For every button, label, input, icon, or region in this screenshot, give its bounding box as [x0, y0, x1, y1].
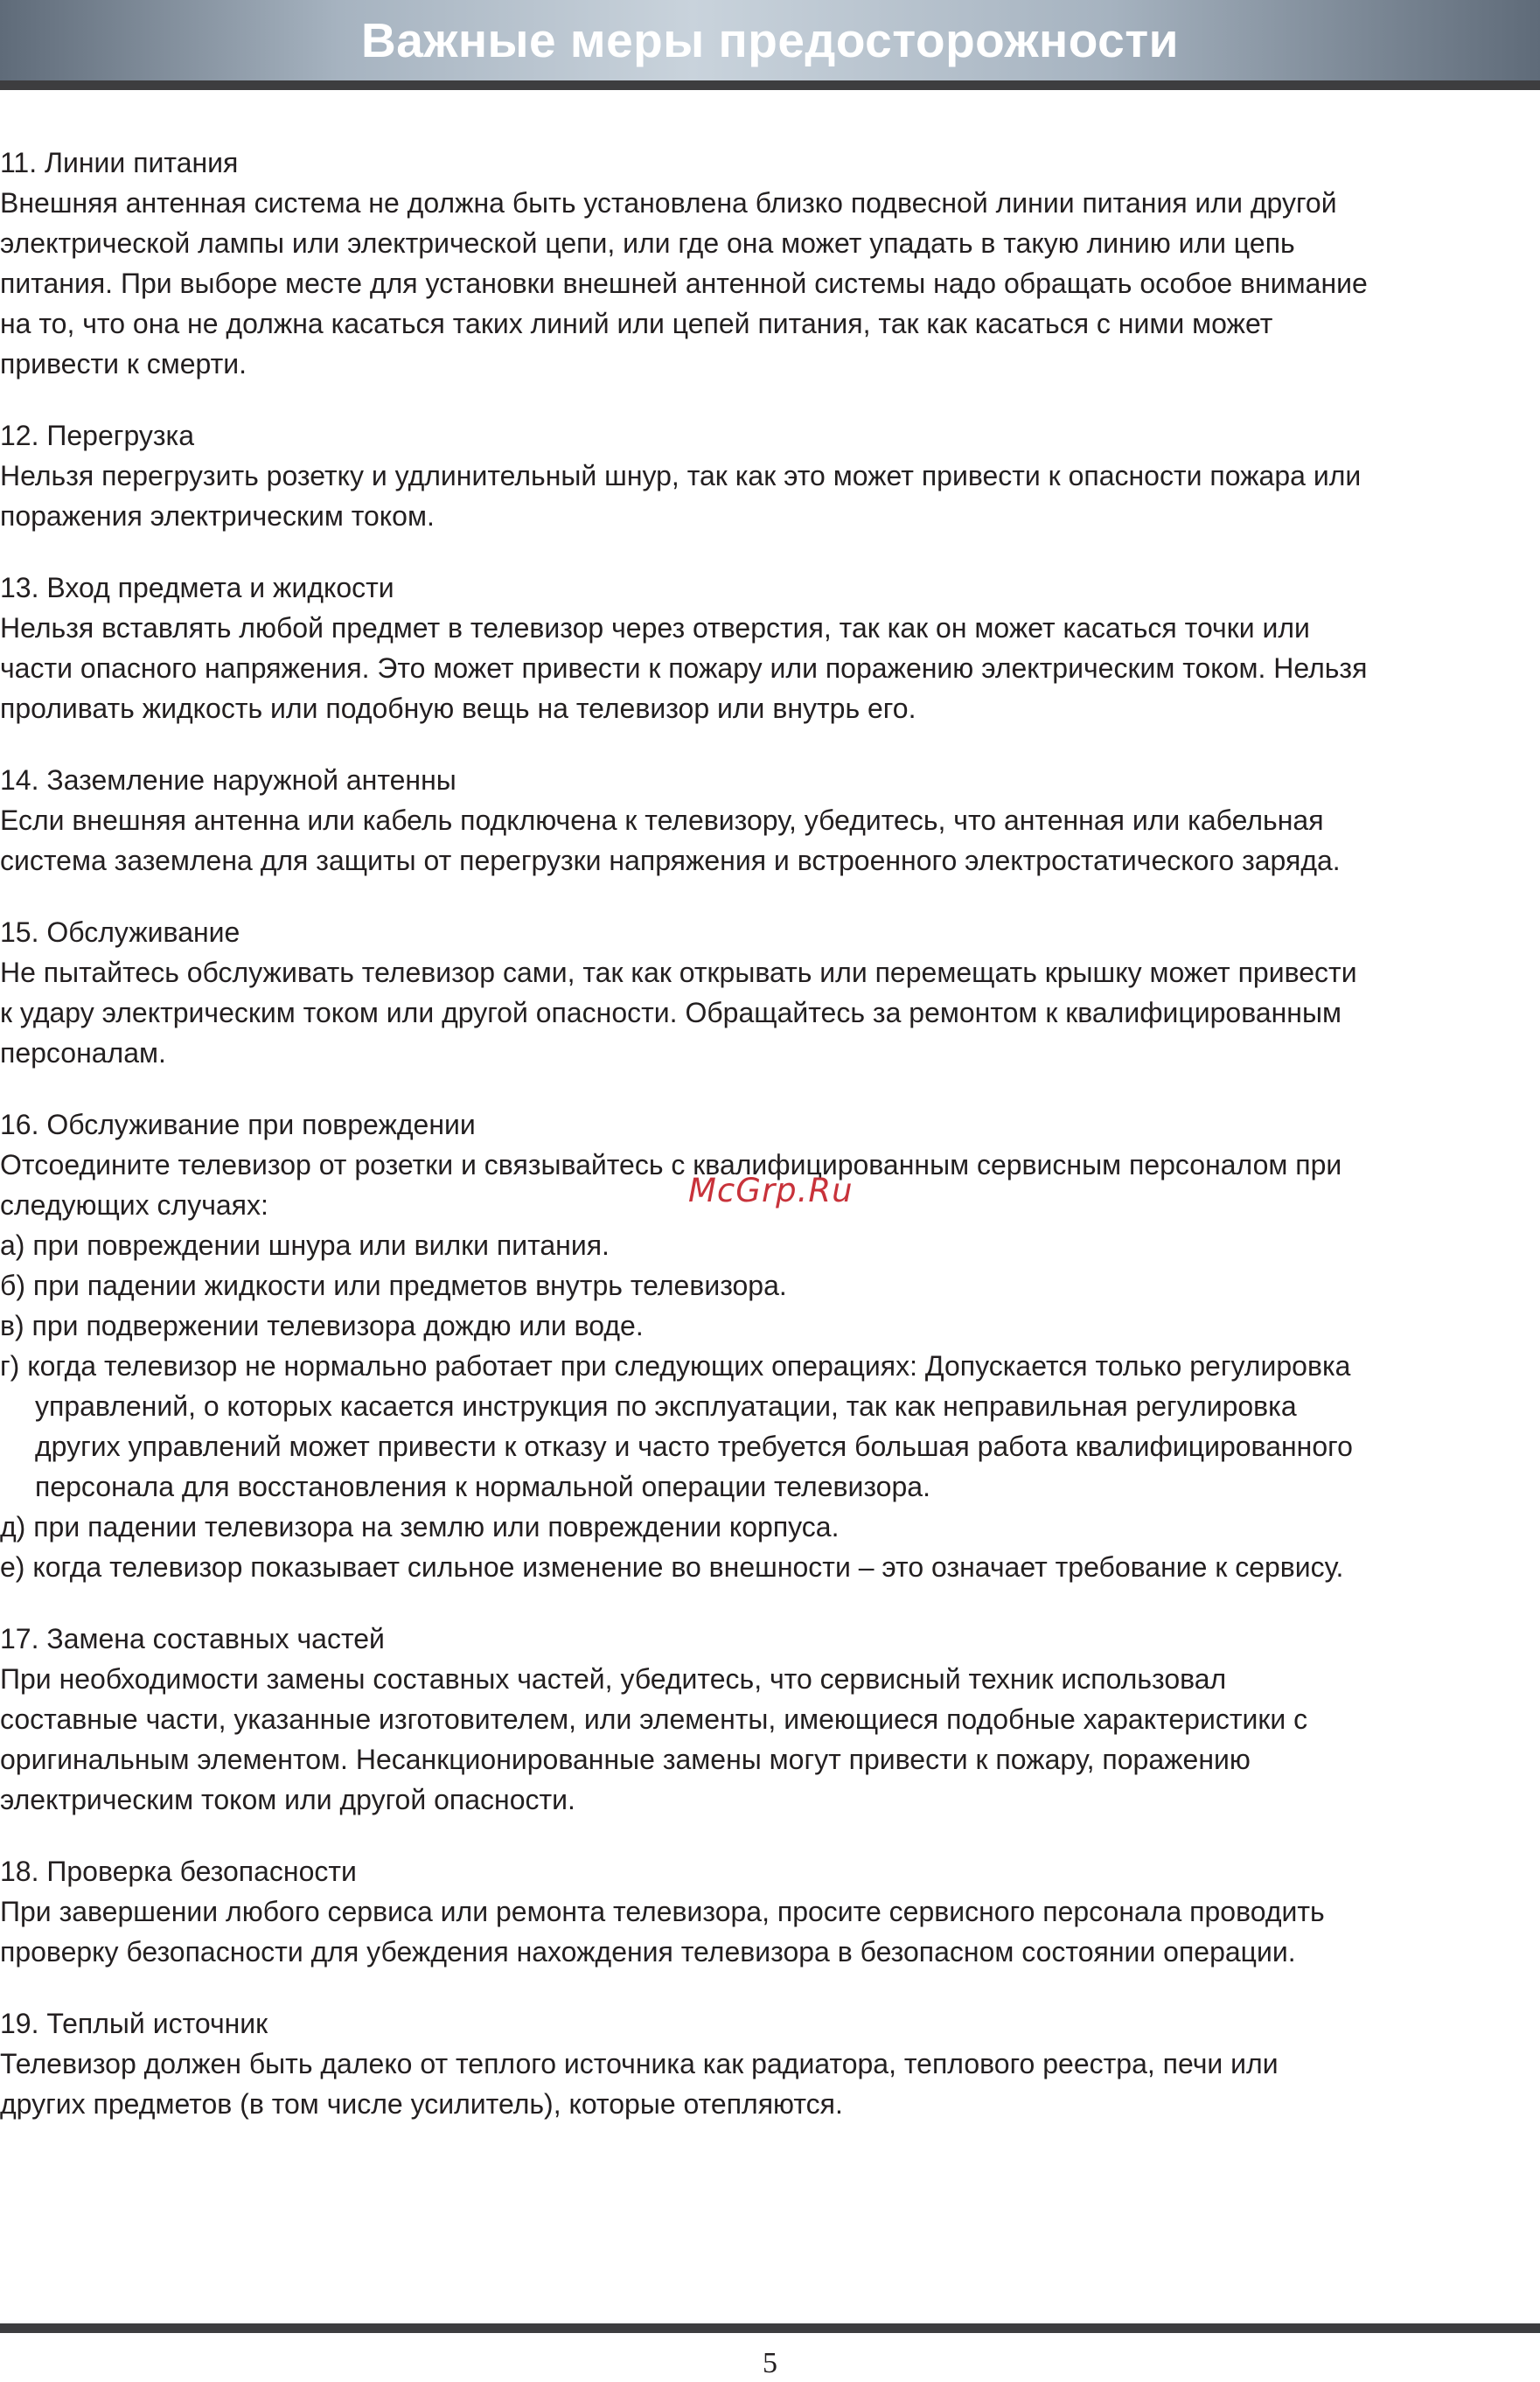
paragraph-line: Не пытайтесь обслуживать телевизор сами, так как открывать или перемещать крышку может привести [0, 957, 1357, 988]
paragraph-line: система заземлена для защиты от перегрузки напряжения и встроенного электростатического заряда. [0, 845, 1341, 876]
paragraph-line: При необходимости замены составных частей, убедитесь, что сервисный техник использовал [0, 1663, 1227, 1695]
section [0, 143, 1540, 384]
section [0, 912, 1540, 1073]
list-item-text: д) при падении телевизора на землю или повреждении корпуса. [0, 1511, 840, 1543]
list-item [0, 1346, 1540, 1507]
list-item [0, 1225, 1540, 1265]
watermark: McGrp.Ru [688, 1172, 854, 1209]
list-item [0, 1507, 1540, 1547]
section [0, 415, 1540, 536]
list-item-text: е) когда телевизор показывает сильное изменение во внешности – это означает требование к сервису. [0, 1551, 1344, 1583]
paragraph-line: Отсоедините телевизор от розетки и связывайтесь с квалифицированным сервисным персоналом при [0, 1149, 1342, 1181]
paragraph-line: следующих случаях: [0, 1189, 268, 1221]
section-heading: 19. Теплый источник [0, 2008, 268, 2039]
paragraph-line: Нельзя вставлять любой предмет в телевизор через отверстия, так как он может касаться точки или [0, 612, 1310, 644]
list-item-continuation: персонала для восстановления к нормальной операции телевизора. [35, 1471, 930, 1502]
section-heading: 12. Перегрузка [0, 420, 195, 451]
paragraph-line: проверку безопасности для убеждения нахождения телевизора в безопасном состоянии операции. [0, 1936, 1296, 1968]
paragraph-line: Внешняя антенная система не должна быть установлена близко подвесной линии питания или другой [0, 187, 1337, 219]
document-body [0, 143, 1540, 2156]
list-item-continuation: других управлений может привести к отказу и часто требуется большая работа квалифицированного [35, 1431, 1353, 1462]
paragraph-line: на то, что она не должна касаться таких линий или цепей питания, так как касаться с ними может [0, 308, 1273, 339]
paragraph-line: питания. При выборе месте для установки внешней антенной системы надо обращать особое внимание [0, 268, 1368, 299]
paragraph-line: Телевизор должен быть далеко от теплого источника как радиатора, теплового реестра, печи или [0, 2048, 1279, 2079]
list-item [0, 1547, 1540, 1587]
list-item-text: в) при подвержении телевизора дождю или воде. [0, 1310, 644, 1341]
paragraph-line: поражения электрическим током. [0, 500, 435, 532]
page-title: Важные меры предосторожности [361, 13, 1179, 67]
header-banner [0, 0, 1540, 80]
header-rule [0, 80, 1540, 90]
list-item-text: б) при падении жидкости или предметов внутрь телевизора. [0, 1270, 787, 1301]
paragraph-line: привести к смерти. [0, 348, 247, 380]
section-heading: 16. Обслуживание при повреждении [0, 1109, 476, 1140]
section-heading: 18. Проверка безопасности [0, 1856, 357, 1887]
paragraph-line: При завершении любого сервиса или ремонта телевизора, просите сервисного персонала проводить [0, 1896, 1325, 1927]
section-heading: 14. Заземление наружной антенны [0, 764, 456, 796]
page-number: 5 [763, 2347, 777, 2379]
section [0, 568, 1540, 728]
paragraph-line: электрическим током или другой опасности. [0, 1784, 575, 1815]
paragraph-line: части опасного напряжения. Это может привести к пожару или поражению электрическим током. Нельзя [0, 652, 1368, 684]
section [0, 2003, 1540, 2124]
paragraph-line: других предметов (в том числе усилитель), которые отепляются. [0, 2088, 843, 2120]
list-item [0, 1306, 1540, 1346]
section-heading: 11. Линии питания [0, 147, 239, 178]
paragraph-line: проливать жидкость или подобную вещь на телевизор или внутрь его. [0, 693, 916, 724]
list-item-text: а) при повреждении шнура или вилки питания. [0, 1229, 610, 1261]
section-heading: 17. Замена составных частей [0, 1623, 385, 1654]
list-item-continuation: управлений, о которых касается инструкция по эксплуатации, так как неправильная регулировка [35, 1390, 1297, 1422]
paragraph-line: Если внешняя антенна или кабель подключена к телевизору, убедитесь, что антенная или кабельная [0, 804, 1324, 836]
paragraph-line: Нельзя перегрузить розетку и удлинительный шнур, так как это может привести к опасности пожара или [0, 460, 1362, 491]
section [0, 1619, 1540, 1820]
section [0, 760, 1540, 881]
section-heading: 13. Вход предмета и жидкости [0, 572, 394, 603]
paragraph-line: к удару электрическим током или другой опасности. Обращайтесь за ремонтом к квалифицированным [0, 997, 1341, 1028]
paragraph-line: электрической лампы или электрической цепи, или где она может упадать в такую линию или цепь [0, 227, 1295, 259]
list-item-text: г) когда телевизор не нормально работает при следующих операциях: Допускается только регулировка [0, 1350, 1351, 1382]
paragraph-line: персоналам. [0, 1037, 166, 1069]
paragraph-line: составные части, указанные изготовителем, или элементы, имеющиеся подобные характеристики с [0, 1703, 1308, 1735]
paragraph-line: оригинальным элементом. Несанкционированные замены могут привести к пожару, поражению [0, 1744, 1251, 1775]
list-item [0, 1265, 1540, 1306]
footer-rule [0, 2323, 1540, 2333]
section-heading: 15. Обслуживание [0, 916, 240, 948]
section [0, 1851, 1540, 1972]
